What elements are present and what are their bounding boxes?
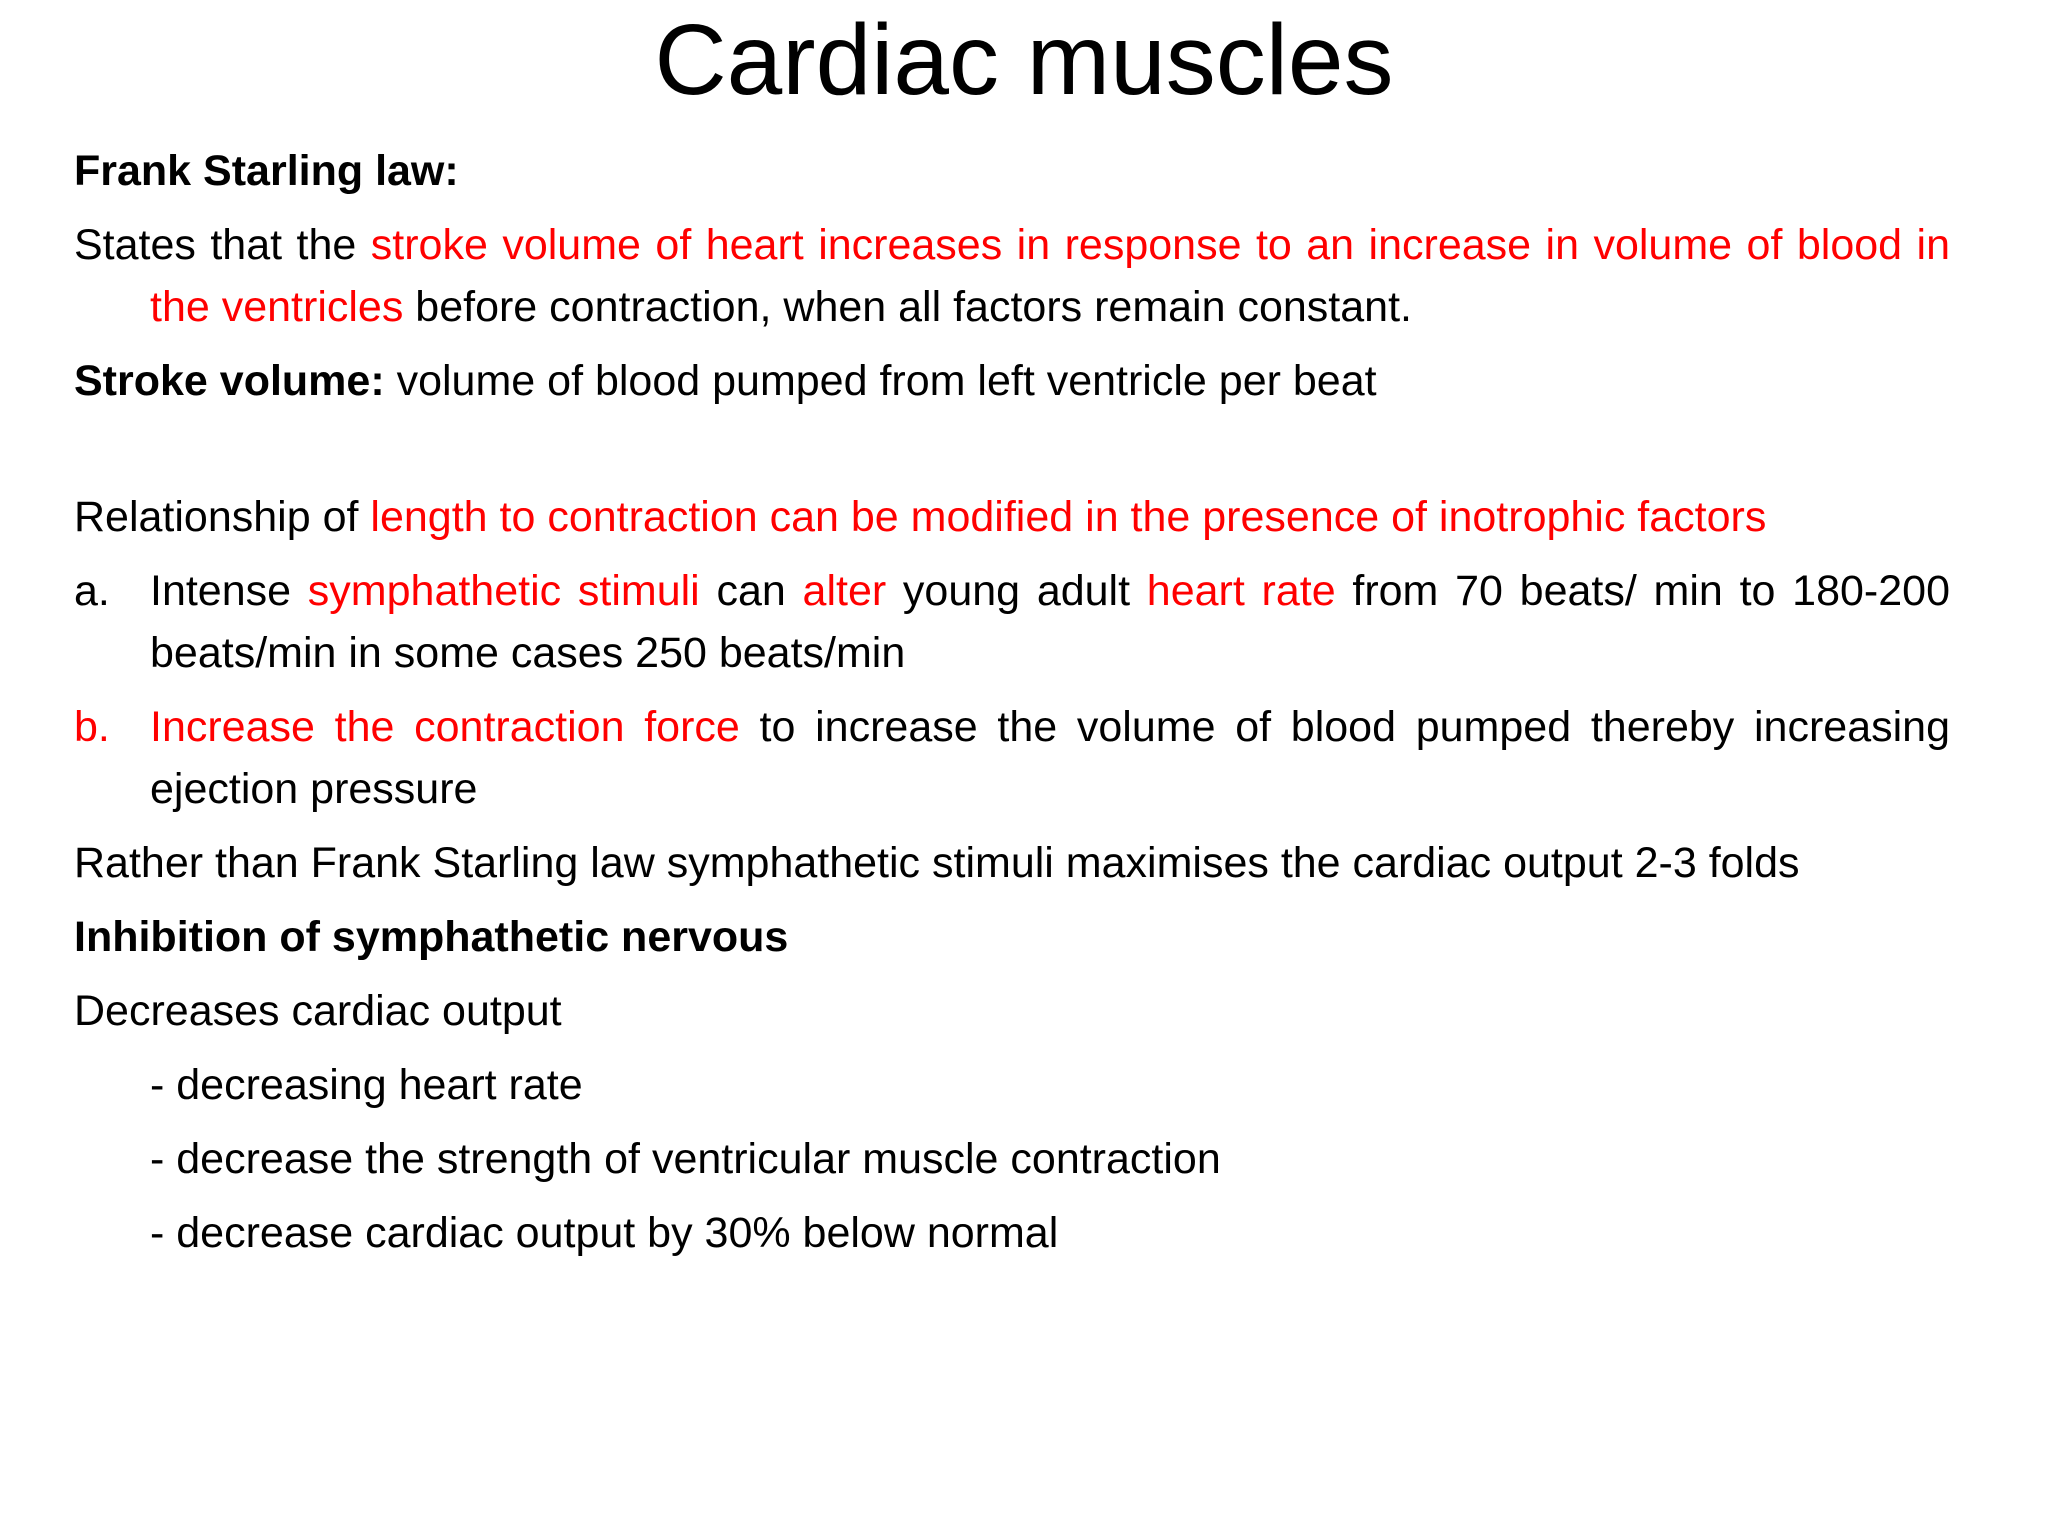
relationship-highlight: length to contraction can be modified in the presence of inotrophic factors: [370, 493, 1767, 541]
sub-item: - decrease the strength of ventricular muscle contraction: [150, 1135, 1221, 1183]
stroke-volume-definition: [74, 350, 1950, 412]
stroke-volume-text: volume of blood pumped from left ventricle per beat: [384, 357, 1377, 405]
rather-statement: Rather than Frank Starling law symphathetic stimuli maximises the cardiac output 2-3 folds: [74, 839, 1800, 887]
frank-starling-definition: [74, 214, 1950, 338]
decreases-statement: Decreases cardiac output: [74, 987, 562, 1035]
item-a-highlight-2: alter: [802, 567, 887, 615]
definition-highlight: stroke volume of heart increases in response to an increase in volume of blood in the ventricles: [150, 221, 1950, 331]
item-a-text-1: Intense: [150, 567, 308, 615]
item-a-text-4: from 70 beats/ min to 180-200 beats/min in some cases 250 beats/min: [150, 567, 1950, 677]
item-b-highlight: Increase the contraction force: [150, 703, 740, 751]
relationship-statement: [74, 486, 1950, 548]
inhibition-heading: Inhibition of symphathetic nervous: [74, 913, 789, 961]
item-a-highlight-3: heart rate: [1146, 567, 1336, 615]
list-item-a: [74, 560, 1950, 684]
item-a-text-2: can: [699, 567, 803, 615]
item-a-highlight-1: symphathetic stimuli: [307, 567, 700, 615]
definition-intro: States that the: [74, 221, 371, 269]
stroke-volume-label: Stroke volume:: [74, 357, 385, 405]
list-marker-a: a.: [74, 567, 110, 615]
list-item-b: [74, 696, 1950, 820]
slide-title: Cardiac muscles: [654, 4, 1394, 116]
item-b-text: to increase the volume of blood pumped thereby increasing ejection pressure: [150, 703, 1950, 813]
list-marker-b: b.: [74, 703, 110, 751]
sub-item: - decrease cardiac output by 30% below normal: [150, 1209, 1059, 1257]
definition-end: before contraction, when all factors remain constant.: [403, 283, 1412, 331]
relationship-intro: Relationship of: [74, 493, 371, 541]
slide-body: [74, 140, 1950, 1276]
list-text-b: [150, 696, 1950, 820]
item-a-text-3: young adult: [886, 567, 1147, 615]
frank-starling-heading: Frank Starling law:: [74, 147, 459, 195]
list-text-a: [150, 560, 1950, 684]
sub-item: - decreasing heart rate: [150, 1061, 583, 1109]
